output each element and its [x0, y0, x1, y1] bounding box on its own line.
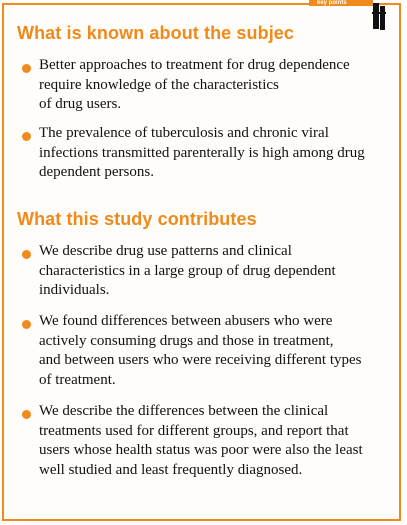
list-item	[39, 124, 394, 183]
list-item	[39, 402, 394, 480]
list-item-line: We describe the differences between the clinical	[39, 403, 329, 419]
list-item-line: individuals.	[39, 282, 110, 298]
list-item-line: of treatment.	[39, 371, 116, 388]
list-item	[39, 312, 394, 390]
list-item-line: infections transmitted parenterally is high among drug	[39, 144, 365, 161]
bullet-icon	[22, 132, 31, 141]
bullet-icon	[22, 250, 31, 259]
section-title-contributes: What this study contributes	[17, 209, 257, 229]
bullet-icon	[22, 64, 31, 73]
list-item-line: The prevalence of tuberculosis and chronic viral	[39, 125, 329, 141]
bookmark-icon	[369, 0, 387, 30]
list-item-line: users whose health status was poor were also the least	[39, 442, 363, 458]
list-item	[39, 242, 394, 301]
list-item-line: of drug users.	[39, 96, 122, 112]
list-item-line: dependent persons.	[39, 164, 154, 180]
list-item-line: well studied and least frequently diagnosed.	[39, 461, 303, 478]
section-title-known: What is known about the subjec	[17, 23, 295, 43]
bullet-icon	[22, 320, 31, 329]
list-item-line: require knowledge of the characteristics	[39, 76, 279, 93]
list-item-line: characteristics in a large group of drug dependent	[39, 262, 336, 279]
bullet-icon	[22, 410, 31, 419]
list-item-line: actively consuming drugs and those in treatment,	[39, 332, 334, 349]
list-item	[39, 56, 394, 115]
list-item-line: and between users who were receiving different types	[39, 352, 362, 368]
list-item-line: We describe drug use patterns and clinical	[39, 243, 292, 259]
key-points-tag: key points	[309, 0, 369, 6]
list-item-line: We found differences between abusers who were	[39, 313, 333, 329]
list-item-line: treatments used for different groups, and report that	[39, 422, 349, 439]
list-item-line: Better approaches to treatment for drug dependence	[39, 57, 350, 73]
